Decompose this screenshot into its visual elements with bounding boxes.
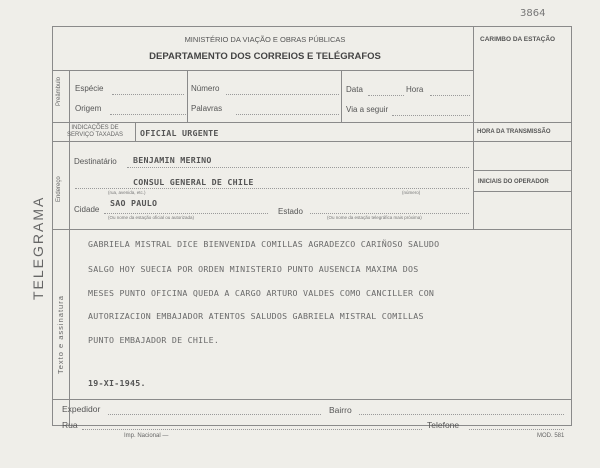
printer-imprint: Imp. Nacional — bbox=[124, 433, 169, 439]
numero-label: Número bbox=[191, 84, 220, 93]
estado-field[interactable] bbox=[310, 213, 469, 214]
outer-frame bbox=[52, 26, 572, 426]
message-line: PUNTO EMBAJADOR DE CHILE. bbox=[88, 335, 220, 345]
message-line: AUTORIZACION EMBAJADOR ATENTOS SALUDOS GABRIELA MISTRAL COMILLAS bbox=[88, 311, 424, 321]
hint-rua: (rua, avenida, etc.) bbox=[108, 190, 146, 195]
origem-field[interactable] bbox=[110, 114, 186, 115]
bairro-field[interactable] bbox=[359, 414, 564, 415]
message-line: SALGO HOY SUECIA POR ORDEN MINISTERIO PUNTO AUSENCIA MAXIMA DOS bbox=[88, 264, 419, 274]
cidade-value: SAO PAULO bbox=[110, 198, 158, 208]
expedidor-field[interactable] bbox=[108, 414, 321, 415]
message-date: 19-XI-1945. bbox=[88, 378, 146, 388]
form-model: MOD. 581 bbox=[537, 433, 565, 439]
hint-numero: (número) bbox=[402, 190, 421, 195]
indications-value: OFICIAL URGENTE bbox=[140, 128, 219, 138]
hora-field[interactable] bbox=[430, 95, 470, 96]
address-line2-value: CONSUL GENERAL DE CHILE bbox=[133, 177, 254, 187]
cidade-label: Cidade bbox=[74, 205, 100, 214]
message-line: MESES PUNTO OFICINA QUEDA A CARGO ARTURO VALDES COMO CANCILLER CON bbox=[88, 288, 435, 298]
ministry-title: MINISTÉRIO DA VIAÇÃO E OBRAS PÚBLICAS bbox=[184, 35, 346, 44]
via-label: Via a seguir bbox=[346, 105, 389, 114]
iniciais-operador-label: INICIAIS DO OPERADOR bbox=[478, 179, 549, 185]
expedidor-label: Expedidor bbox=[62, 404, 101, 414]
preamble-label: Preâmbulo bbox=[56, 76, 62, 106]
numero-field[interactable] bbox=[226, 94, 339, 95]
rua-field[interactable] bbox=[82, 429, 422, 430]
cidade-field[interactable] bbox=[104, 213, 268, 214]
telefone-label: Telefone bbox=[427, 420, 460, 430]
destinatario-label: Destinatário bbox=[74, 157, 117, 166]
destinatario-value: BENJAMIN MERINO bbox=[133, 155, 212, 165]
destinatario-field[interactable] bbox=[127, 167, 469, 168]
estado-label: Estado bbox=[278, 207, 303, 216]
stamp-box-label: CARIMBO DA ESTAÇÃO bbox=[480, 36, 556, 43]
indications-label-1: INDICAÇÕES DE bbox=[71, 125, 119, 131]
archive-number: 3864 bbox=[520, 8, 546, 19]
department-title: DEPARTAMENTO DOS CORREIOS E TELÉGRAFOS bbox=[149, 51, 381, 62]
hint-estado: (Ou nome da estação telegráfica mais próxima) bbox=[327, 215, 422, 220]
especie-field[interactable] bbox=[112, 94, 184, 95]
hint-cidade: (Ou nome da estação oficial ou autorizada) bbox=[108, 215, 195, 220]
data-label: Data bbox=[346, 85, 363, 94]
palavras-field[interactable] bbox=[236, 114, 339, 115]
palavras-label: Palavras bbox=[191, 104, 223, 113]
data-field[interactable] bbox=[368, 95, 404, 96]
address-section-label: Endereço bbox=[56, 176, 62, 202]
indications-label-2: SERVIÇO TAXADAS bbox=[66, 132, 124, 138]
text-section-label: Texto e assinatura bbox=[56, 295, 65, 374]
rua-label: Rua bbox=[62, 420, 78, 430]
hora-label: Hora bbox=[406, 85, 424, 94]
telefone-field[interactable] bbox=[469, 429, 564, 430]
origem-label: Origem bbox=[75, 104, 102, 113]
bairro-label: Bairro bbox=[329, 405, 352, 415]
via-field[interactable] bbox=[392, 115, 470, 116]
hora-transmissao-label: HORA DA TRANSMISSÃO bbox=[477, 129, 551, 135]
especie-label: Espécie bbox=[75, 84, 104, 93]
side-title: TELEGRAMA bbox=[30, 195, 46, 300]
message-line: GABRIELA MISTRAL DICE BIENVENIDA COMILLAS AGRADEZCO CARIÑOSO SALUDO bbox=[88, 239, 440, 249]
address-line2-field[interactable] bbox=[75, 188, 469, 189]
